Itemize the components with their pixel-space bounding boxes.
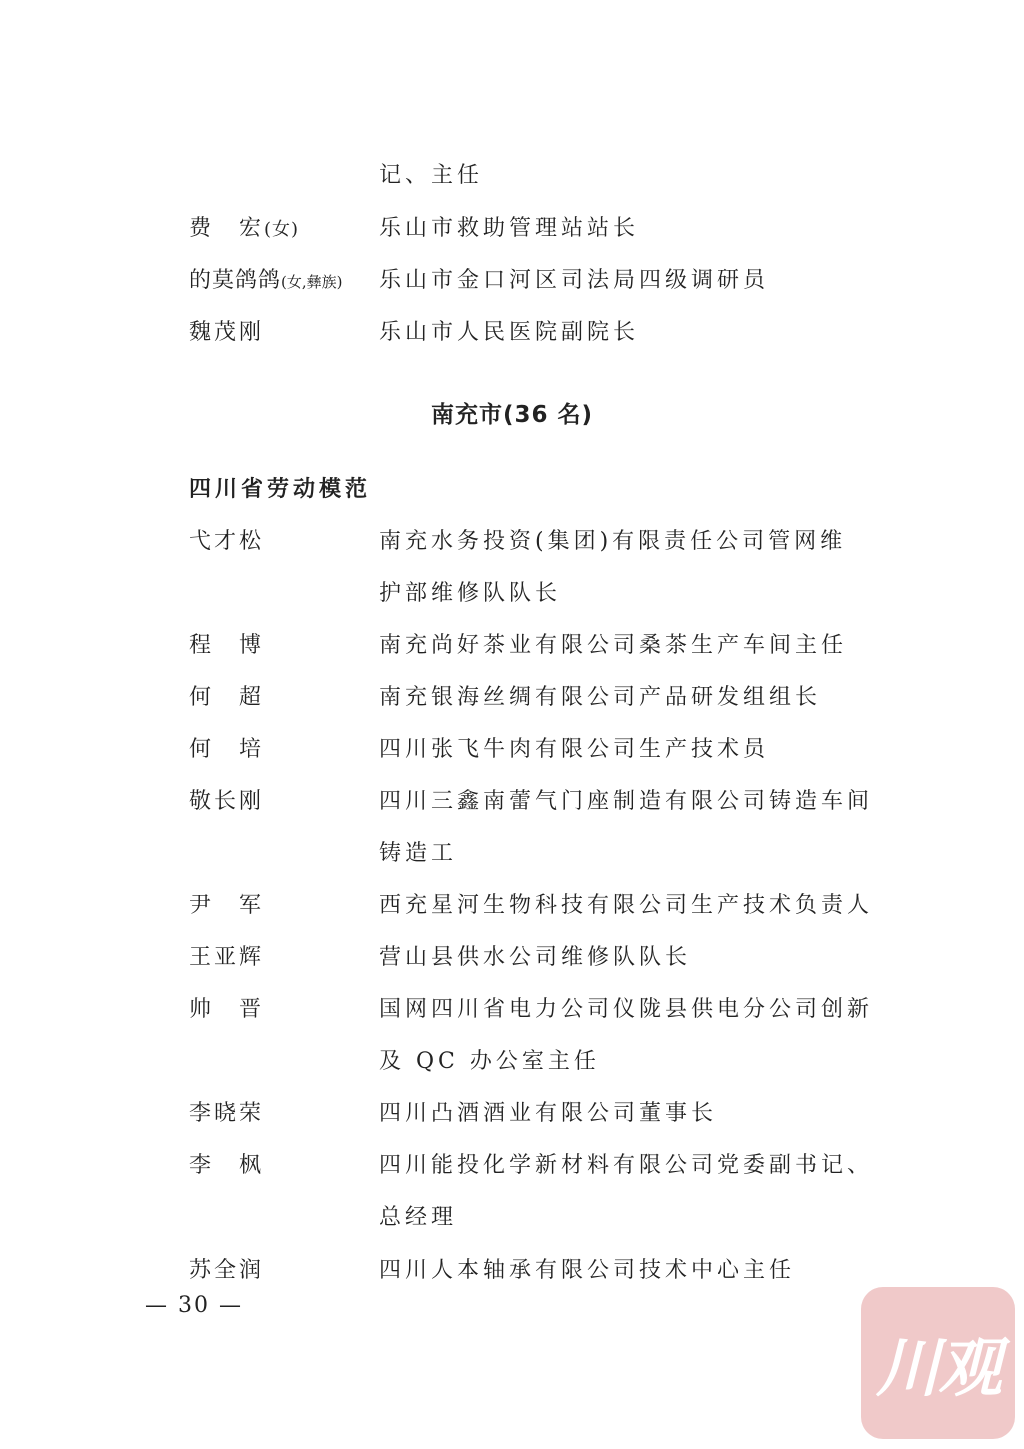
entry-desc: 南充水务投资(集团)有限责任公司管网维 <box>379 529 847 554</box>
entry-row <box>0 261 1024 301</box>
entry-name: 弋才松 <box>189 529 265 554</box>
entry-row <box>0 1146 1024 1186</box>
entry-row <box>0 522 1024 562</box>
entry-row <box>0 313 1024 353</box>
entry-row <box>0 782 1024 822</box>
entry-desc: 四川凸酒酒业有限公司董事长 <box>379 1101 718 1126</box>
entry-row <box>0 626 1024 666</box>
entry-note: (女,彝族) <box>281 273 343 291</box>
entry-row-continued <box>0 1042 1024 1082</box>
entry-row <box>0 938 1024 978</box>
entry-row-continued <box>0 834 1024 874</box>
entry-desc: 铸造工 <box>379 841 458 866</box>
entry-row <box>0 990 1024 1030</box>
entry-continuation <box>0 156 1024 196</box>
entry-name: 李晓荣 <box>189 1101 265 1126</box>
entry-row <box>0 886 1024 926</box>
entry-desc: 护部维修队队长 <box>379 581 562 606</box>
category-title: 四川省劳动模范 <box>189 476 372 502</box>
entry-desc: 南充银海丝绸有限公司产品研发组组长 <box>379 685 822 710</box>
entry-desc: 西充星河生物科技有限公司生产技术负责人 <box>379 893 874 918</box>
entry-desc: 营山县供水公司维修队队长 <box>379 945 692 970</box>
entry-desc: 乐山市救助管理站站长 <box>379 216 640 241</box>
entry-name: 尹 军 <box>189 893 265 918</box>
entry-name: 程 博 <box>189 633 265 658</box>
entry-name: 帅 晋 <box>189 997 265 1022</box>
watermark-text: 川观 <box>876 1332 1000 1406</box>
entry-desc: 乐山市金口河区司法局四级调研员 <box>379 268 770 293</box>
entry-desc: 四川张飞牛肉有限公司生产技术员 <box>379 737 770 762</box>
entry-name: 费 宏(女) <box>189 216 300 241</box>
entry-desc: 国网四川省电力公司仪陇县供电分公司创新 <box>379 997 874 1022</box>
entry-desc: 四川人本轴承有限公司技术中心主任 <box>379 1258 796 1283</box>
entry-name: 魏茂刚 <box>189 320 265 345</box>
entry-desc: 四川三鑫南蕾气门座制造有限公司铸造车间 <box>379 789 874 814</box>
entry-note: (女) <box>264 219 300 240</box>
entry-desc: 及 QC 办公室主任 <box>379 1049 600 1074</box>
entry-row <box>0 209 1024 249</box>
section-title: 南充市(36 名) <box>430 402 594 428</box>
entry-desc: 南充尚好茶业有限公司桑茶生产车间主任 <box>379 633 848 658</box>
entry-name: 何 超 <box>189 685 265 710</box>
entry-row <box>0 1094 1024 1134</box>
entry-desc: 总经理 <box>379 1205 458 1230</box>
entry-row-continued <box>0 574 1024 614</box>
entry-desc: 四川能投化学新材料有限公司党委副书记、 <box>379 1153 874 1178</box>
entry-name: 李 枫 <box>189 1153 265 1178</box>
entry-name: 何 培 <box>189 737 265 762</box>
watermark-logo <box>861 1287 1015 1439</box>
entry-desc: 乐山市人民医院副院长 <box>379 320 640 345</box>
entry-name: 敬长刚 <box>189 789 265 814</box>
entry-row <box>0 678 1024 718</box>
entry-name: 的莫鸽鸽(女,彝族) <box>189 268 343 293</box>
entry-row <box>0 1251 1024 1291</box>
entry-desc: 记、主任 <box>379 163 484 188</box>
entry-row-continued <box>0 1198 1024 1238</box>
entry-name: 王亚辉 <box>189 945 265 970</box>
page-number: — 30 — <box>145 1293 243 1318</box>
entry-name: 苏全润 <box>189 1258 265 1283</box>
entry-row <box>0 730 1024 770</box>
